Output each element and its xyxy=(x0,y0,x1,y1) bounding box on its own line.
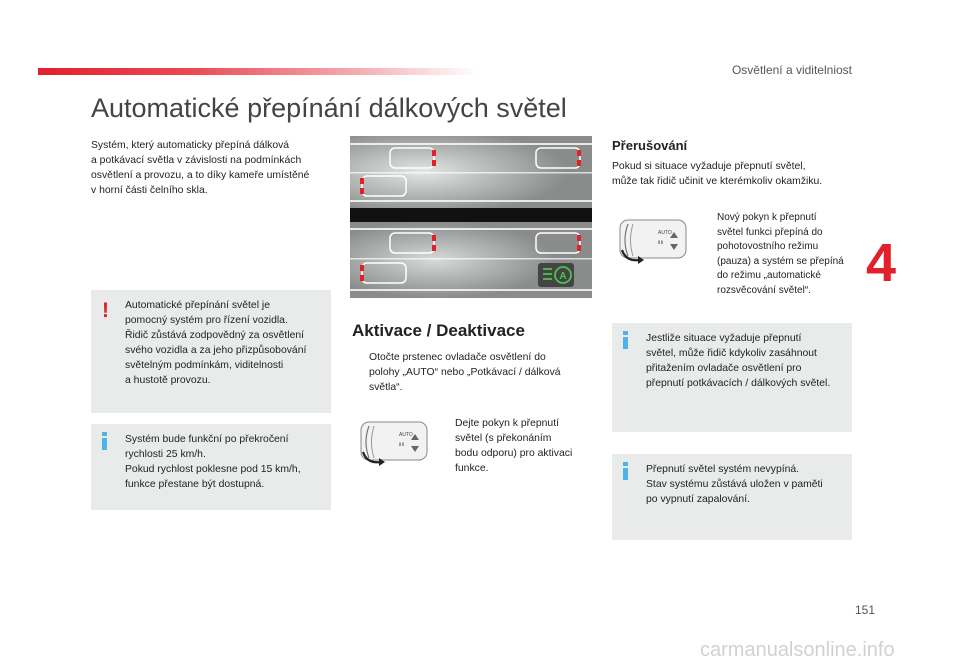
stalk-label-alt: ⅡⅡ xyxy=(658,240,663,246)
info-speed-line: Systém bude funkční po překročení xyxy=(125,434,289,445)
interruption-intro xyxy=(612,159,857,189)
info-icon xyxy=(102,432,107,450)
activation-step-2-line: bodu odporu) pro aktivaci xyxy=(455,448,573,459)
activation-step-2-line: světel (s překonáním xyxy=(455,433,552,444)
stalk-label-auto: AUTO xyxy=(399,432,413,438)
interruption-step xyxy=(700,211,860,303)
info-memory-line: po vypnutí zapalování. xyxy=(646,494,750,505)
interruption-intro-line: Pokud si situace vyžaduje přepnutí světel, xyxy=(612,161,806,172)
activation-step-2-line: Dejte pokyn k přepnutí xyxy=(455,418,559,429)
interruption-intro-line: může tak řidič učinit ve kterémkoliv okamžiku. xyxy=(612,176,823,187)
header-accent-bar xyxy=(38,68,478,75)
light-stalk-illustration xyxy=(616,216,690,266)
interruption-step-line: (pauza) a systém se přepíná xyxy=(717,255,844,267)
info-icon xyxy=(623,331,628,349)
info-flash-text xyxy=(646,331,844,391)
road-illustration xyxy=(350,136,592,298)
info-box-speed xyxy=(91,424,331,510)
activation-step-1-line: světla“. xyxy=(369,382,403,393)
info-box-memory xyxy=(612,454,852,540)
stalk-label-auto: AUTO xyxy=(658,230,672,236)
interruption-step-line: Nový pokyn k přepnutí xyxy=(717,212,817,223)
warning-line: a hustotě provozu. xyxy=(125,375,211,386)
warning-line: pomocný systém pro řízení vozidla. xyxy=(125,315,288,326)
activation-step-1-text xyxy=(369,350,592,395)
warning-text xyxy=(125,298,323,388)
activation-step-2 xyxy=(438,416,593,480)
info-speed-line: funkce přestane být dostupná. xyxy=(125,479,265,490)
activation-heading: Aktivace / Deaktivace xyxy=(352,321,525,340)
page-title: Automatické přepínání dálkových světel xyxy=(91,93,567,123)
page-number: 151 xyxy=(855,603,876,617)
activation-step-1 xyxy=(352,350,592,400)
info-speed-line: rychlosti 25 km/h. xyxy=(125,449,206,460)
interruption-heading: Přerušování xyxy=(612,138,688,153)
warning-line: Automatické přepínání světel je xyxy=(125,300,270,311)
badge-letter: A xyxy=(559,271,567,282)
section-title: Osvětlení a viditelniost xyxy=(731,63,852,77)
info-flash-line: Jestliže situace vyžaduje přepnutí xyxy=(646,333,802,344)
watermark: carmanualsonline.info xyxy=(700,639,895,661)
info-icon xyxy=(623,462,628,480)
warning-line: svého vozidla a za jeho přizpůsobování xyxy=(125,345,307,356)
interruption-step-line: rozsvěcování světel“. xyxy=(717,284,811,296)
interruption-step-text xyxy=(717,211,860,299)
activation-step-2-line: funkce. xyxy=(455,463,489,474)
info-speed-text xyxy=(125,432,323,492)
info-flash-line: přitažením ovladače osvětlení pro xyxy=(646,363,802,374)
warning-line: Řidič zůstává zodpovědný za osvětlení xyxy=(125,330,305,341)
chapter-number: 4 xyxy=(866,233,897,293)
interruption-step-line: pohotovostního režimu xyxy=(717,241,819,253)
warning-line: světelným podmínkám, viditelnosti xyxy=(125,360,284,371)
intro-line: Systém, který automaticky přepíná dálková xyxy=(91,140,290,151)
intro-line: a potkávací světla v závislosti na podmínkách xyxy=(91,155,302,166)
stalk-label-alt: ⅡⅡ xyxy=(399,442,404,448)
activation-step-1-line: polohy „AUTO“ nebo „Potkávací / dálková xyxy=(369,367,561,378)
exclamation-icon: ! xyxy=(102,299,109,322)
info-memory-line: Přepnutí světel systém nevypíná. xyxy=(646,464,800,475)
info-memory-line: Stav systému zůstává uložen v paměti xyxy=(646,479,823,490)
info-memory-text xyxy=(646,462,844,507)
info-speed-line: Pokud rychlost poklesne pod 15 km/h, xyxy=(125,464,301,475)
info-box-flash xyxy=(612,323,852,432)
auto-high-beam-indicator-icon xyxy=(538,263,574,287)
info-flash-line: přepnutí potkávacích / dálkových světel. xyxy=(646,378,831,389)
intro-paragraph xyxy=(91,138,336,198)
light-stalk-illustration xyxy=(357,418,431,468)
info-flash-line: světel, může řidič kdykoliv zasáhnout xyxy=(646,348,817,359)
activation-step-2-text xyxy=(455,416,593,476)
interruption-step-line: do režimu „automatické xyxy=(717,270,821,282)
warning-box xyxy=(91,290,331,413)
activation-step-1-line: Otočte prstenec ovladače osvětlení do xyxy=(369,352,546,363)
intro-line: v horní části čelního skla. xyxy=(91,185,208,196)
intro-line: osvětlení a provozu, a to díky kameře umístěné xyxy=(91,170,310,181)
interruption-step-line: světel funkci přepíná do xyxy=(717,226,823,238)
